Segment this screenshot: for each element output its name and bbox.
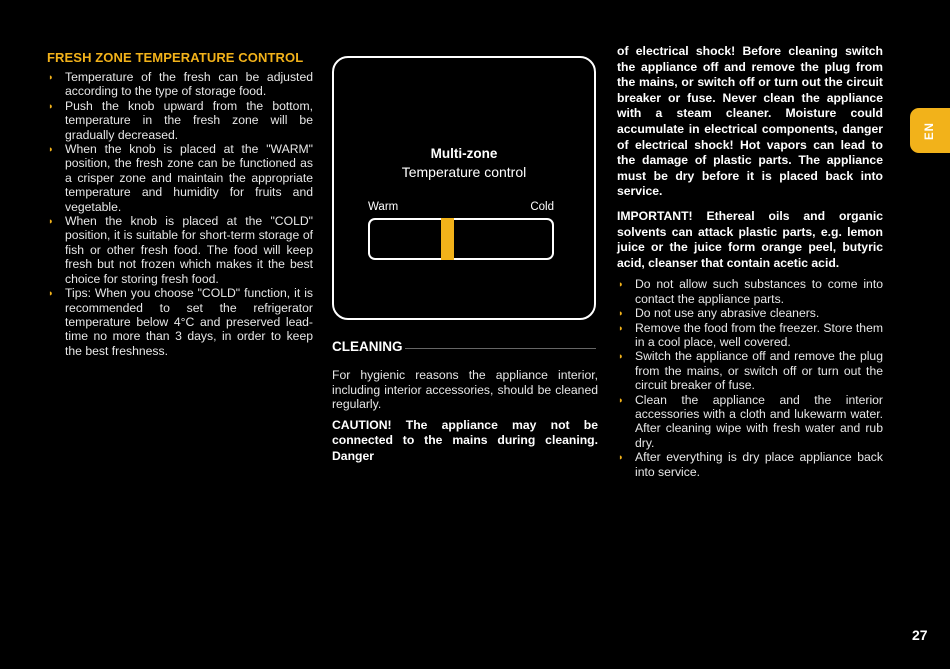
left-column (47, 50, 313, 358)
bullet-icon: ◗ (618, 308, 624, 319)
cold-label: Cold (530, 201, 554, 213)
list-item: ◗ Push the knob upward from the bottom, temperature in the fresh zone will be gradually decreased. (48, 98, 313, 142)
bullet-icon: ◗ (48, 100, 54, 111)
list-item: ◗ Remove the food from the freezer. Store them in a cool place, well covered. (618, 320, 883, 349)
bullet-icon: ◗ (618, 394, 624, 405)
list-item: ◗ Do not allow such substances to come into contact the appliance parts. (618, 277, 883, 306)
temperature-control-panel (332, 56, 596, 320)
language-tab-label: EN (924, 121, 936, 140)
bullet-icon: ◗ (618, 351, 624, 362)
panel-subtitle: Temperature control (401, 164, 527, 180)
bullet-icon: ◗ (618, 279, 624, 290)
middle-column (332, 368, 598, 464)
bullet-icon: ◗ (618, 452, 624, 463)
cleaning-heading-text: CLEANING (332, 339, 403, 354)
caution-continued: of electrical shock! Before cleaning switch the appliance off and remove the plug from the mains, or switch off or turn out the circuit breaker or fuse. Never clean the appliance with a steam cleaner. Moisture could accumulate in electrical components, danger of electrical shock! Hot vapors can lead to the damage of plastic parts. The appliance must be dry before it is placed back into service. (617, 44, 883, 199)
page-number: 27 (912, 627, 928, 643)
bullet-icon: ◗ (48, 144, 54, 155)
important-note: IMPORTANT! Ethereal oils and organic solvents can attack plastic parts, e.g. lemon juice or the juice form orange peel, butyric acid, cleanser that contain acetic acid. (617, 208, 883, 270)
bullet-icon: ◗ (48, 72, 54, 82)
list-item: ◗ Temperature of the fresh can be adjusted according to the type of storage food. (48, 70, 313, 99)
panel-title: Multi-zone (430, 146, 498, 161)
list-item: ◗ Tips: When you choose "COLD" function, it is recommended to set the refrigerator temperature below 4°C and preserved lead-time no more than 3 days, in order to keep the best freshness. (48, 286, 313, 358)
heading-divider (405, 348, 597, 349)
cleaning-list (617, 277, 883, 479)
warm-label: Warm (368, 201, 399, 213)
fresh-zone-heading: FRESH ZONE TEMPERATURE CONTROL (47, 50, 304, 65)
cleaning-intro: For hygienic reasons the appliance interior, including interior accessories, should be cleaned regularly. (332, 368, 598, 412)
bullet-icon: ◗ (48, 288, 54, 299)
slider-track (368, 218, 554, 260)
bullet-icon: ◗ (618, 322, 624, 333)
cleaning-heading (332, 339, 596, 354)
list-item: ◗ Switch the appliance off and remove the plug from the mains, or switch off or turn out the circuit breaker of fuse. (618, 349, 883, 393)
slider-knob (441, 218, 454, 260)
list-item: ◗ When the knob is placed at the "COLD" position, it is suitable for short-term storage of fish or other fresh food. The food will keep fresh but not frozen which makes it the best choice for storing fresh food. (48, 214, 313, 286)
list-item: ◗ Do not use any abrasive cleaners. (618, 306, 820, 321)
list-item: ◗ After everything is dry place appliance back into service. (618, 450, 883, 479)
list-item: ◗ Clean the appliance and the interior accessories with a cloth and lukewarm water. After cleaning wipe with fresh water and rub dry. (618, 392, 883, 450)
caution-text: CAUTION! The appliance may not be connected to the mains during cleaning. Danger (332, 417, 598, 463)
bullet-icon: ◗ (48, 216, 54, 227)
fresh-zone-list (47, 70, 313, 358)
language-tab (910, 108, 950, 153)
list-item: ◗ When the knob is placed at the "WARM" position, the fresh zone can be functioned as a crisper zone and maintain the appropriate temperature and humidity for fruits and vegetable. (48, 142, 313, 214)
right-column (617, 44, 883, 479)
